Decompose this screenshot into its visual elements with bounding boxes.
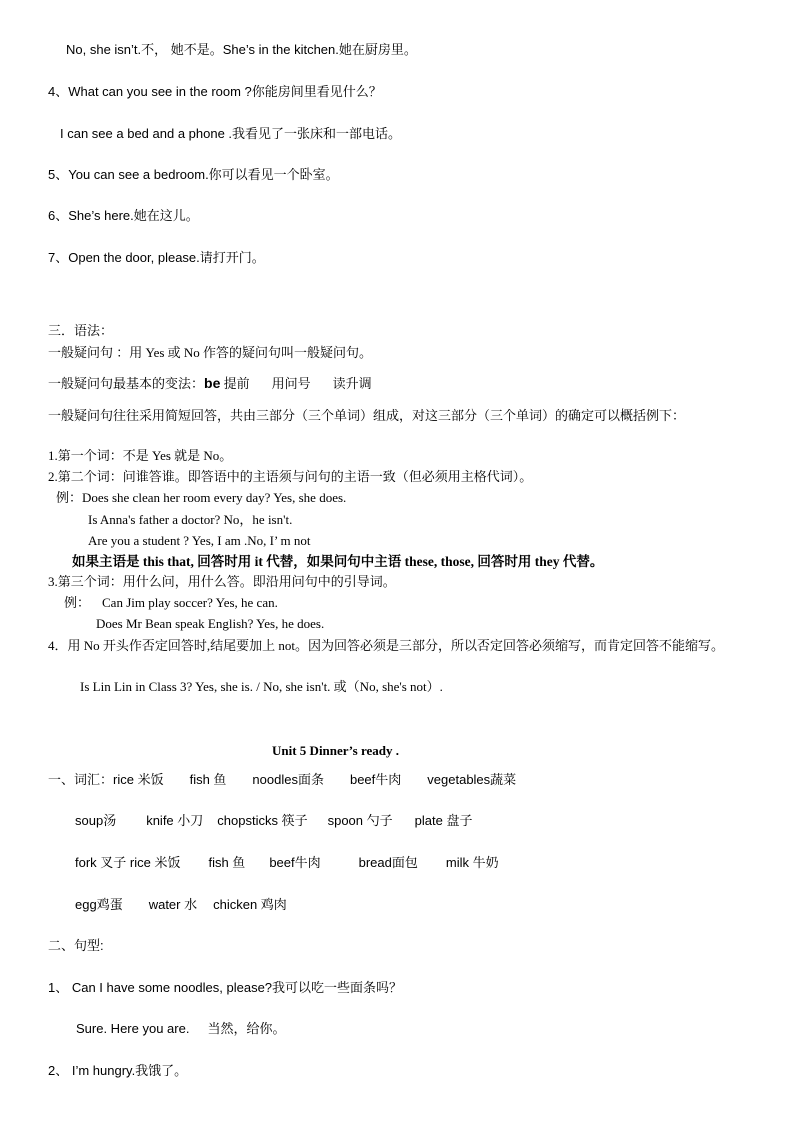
pattern-2: 2、 I’m hungry.我饿了。 (48, 1063, 188, 1078)
example-1-text: Does she clean her room every day? Yes, she does. (82, 490, 347, 505)
vocab-word: bread面包 (358, 855, 418, 870)
vocab-row-3 (75, 855, 499, 871)
sentence-6: 6、She’s here.她在这儿。 (48, 208, 199, 223)
rule-2: 2.第二个词：问谁答谁。即答语中的主语须与问句的主语一致（但必须用主格代词）。 (48, 469, 533, 484)
vocab-word: beef牛肉 (269, 855, 321, 870)
example-label: 例： (64, 595, 91, 610)
answer-zh: 当然，给你。 (207, 1021, 286, 1036)
pattern-heading: 二、句型: (48, 938, 104, 953)
vocab-word: rice 米饭 (113, 772, 164, 787)
vocab-word: beef牛肉 (349, 772, 402, 787)
vocab-word: fish 鱼 (189, 772, 227, 787)
transform-be: be (204, 375, 221, 391)
unit-title: Unit 5 Dinner’s ready . (272, 743, 399, 758)
grammar-definition: 一般疑问句 ：用 Yes 或 No 作答的疑问句叫一般疑问句。 (48, 345, 373, 360)
example-5: Does Mr Bean speak English? Yes, he does. (96, 616, 325, 631)
vocab-word: soup汤 (75, 813, 117, 828)
vocab-word: plate 盘子 (414, 813, 473, 828)
rule-1: 1.第一个词：不是 Yes 就是 No。 (48, 448, 233, 463)
answer-en: Sure. Here you are. (76, 1021, 190, 1036)
sentence-4-answer: I can see a bed and a phone .我看见了一张床和一部电话。 (60, 126, 402, 141)
vocab-word: egg鸡蛋 (75, 897, 123, 912)
sentence-7: 7、Open the door, please.请打开门。 (48, 250, 265, 265)
vocab-word: fish 鱼 (208, 855, 246, 870)
vocab-word: noodles面条 (252, 772, 324, 787)
example-4 (64, 595, 278, 611)
pattern-1-answer (76, 1021, 285, 1037)
vocab-row-2 (75, 813, 472, 829)
example-4-text: Can Jim play soccer? Yes, he can. (102, 595, 278, 610)
vocab-word: vegetables蔬菜 (427, 772, 517, 787)
vocab-word: milk 牛奶 (445, 855, 499, 870)
grammar-heading: 三．语法： (48, 323, 114, 338)
example-6: Is Lin Lin in Class 3? Yes, she is. / No, she isn't. 或（No, she's not）. (80, 679, 443, 694)
example-1 (56, 490, 346, 506)
rule-3: 3.第三个词：用什么问，用什么答。即沿用问句中的引导词。 (48, 574, 396, 589)
transform-c: 读升调 (332, 376, 372, 391)
vocab-row-1 (48, 772, 516, 788)
short-answer-rule: 一般疑问句往往采用简短回答，共由三部分（三个单词）组成，对这三部分（三个单词）的确定可以概括例下： (48, 408, 686, 423)
example-3: Are you a student ? Yes, I am .No, I’ m not (88, 533, 311, 548)
pronoun-note: 如果主语是 this that, 回答时用 it 代替，如果问句中主语 these, those, 回答时用 they 代替。 (72, 554, 604, 569)
sentence-4: 4、What can you see in the room ?你能房间里看见什么？ (48, 84, 382, 99)
vocab-word: chopsticks 筷子 (217, 813, 308, 828)
pattern-1: 1、 Can I have some noodles, please?我可以吃一些面条吗？ (48, 980, 403, 995)
example-2: Is Anna's father a doctor? No，he isn't. (88, 512, 293, 527)
vocab-label: 一、词汇： (48, 772, 114, 787)
sentence-5: 5、You can see a bedroom.你可以看见一个卧室。 (48, 167, 339, 182)
transform-b: 用问号 (271, 376, 311, 391)
example-label: 例： (56, 490, 83, 505)
transform-label: 一般疑问句最基本的变法： (48, 376, 205, 391)
sentence-3-answer: No, she isn’t.不， 她不是。She’s in the kitchen.她在厨房里。 (66, 42, 417, 57)
vocab-word: fork 叉子 rice 米饭 (75, 855, 181, 870)
vocab-word: water 水 (148, 897, 198, 912)
vocab-word: knife 小刀 (146, 813, 204, 828)
vocab-word: chicken 鸡肉 (213, 897, 287, 912)
rule-4: 4．用 No 开头作否定回答时,结尾要加上 not。因为回答必须是三部分，所以否定回答必须缩写，而肯定回答不能缩写。 (48, 638, 725, 653)
transform-a: 提前 (223, 376, 250, 391)
vocab-word: spoon 勺子 (327, 813, 393, 828)
grammar-transform (48, 375, 372, 392)
vocab-row-4 (75, 897, 287, 913)
